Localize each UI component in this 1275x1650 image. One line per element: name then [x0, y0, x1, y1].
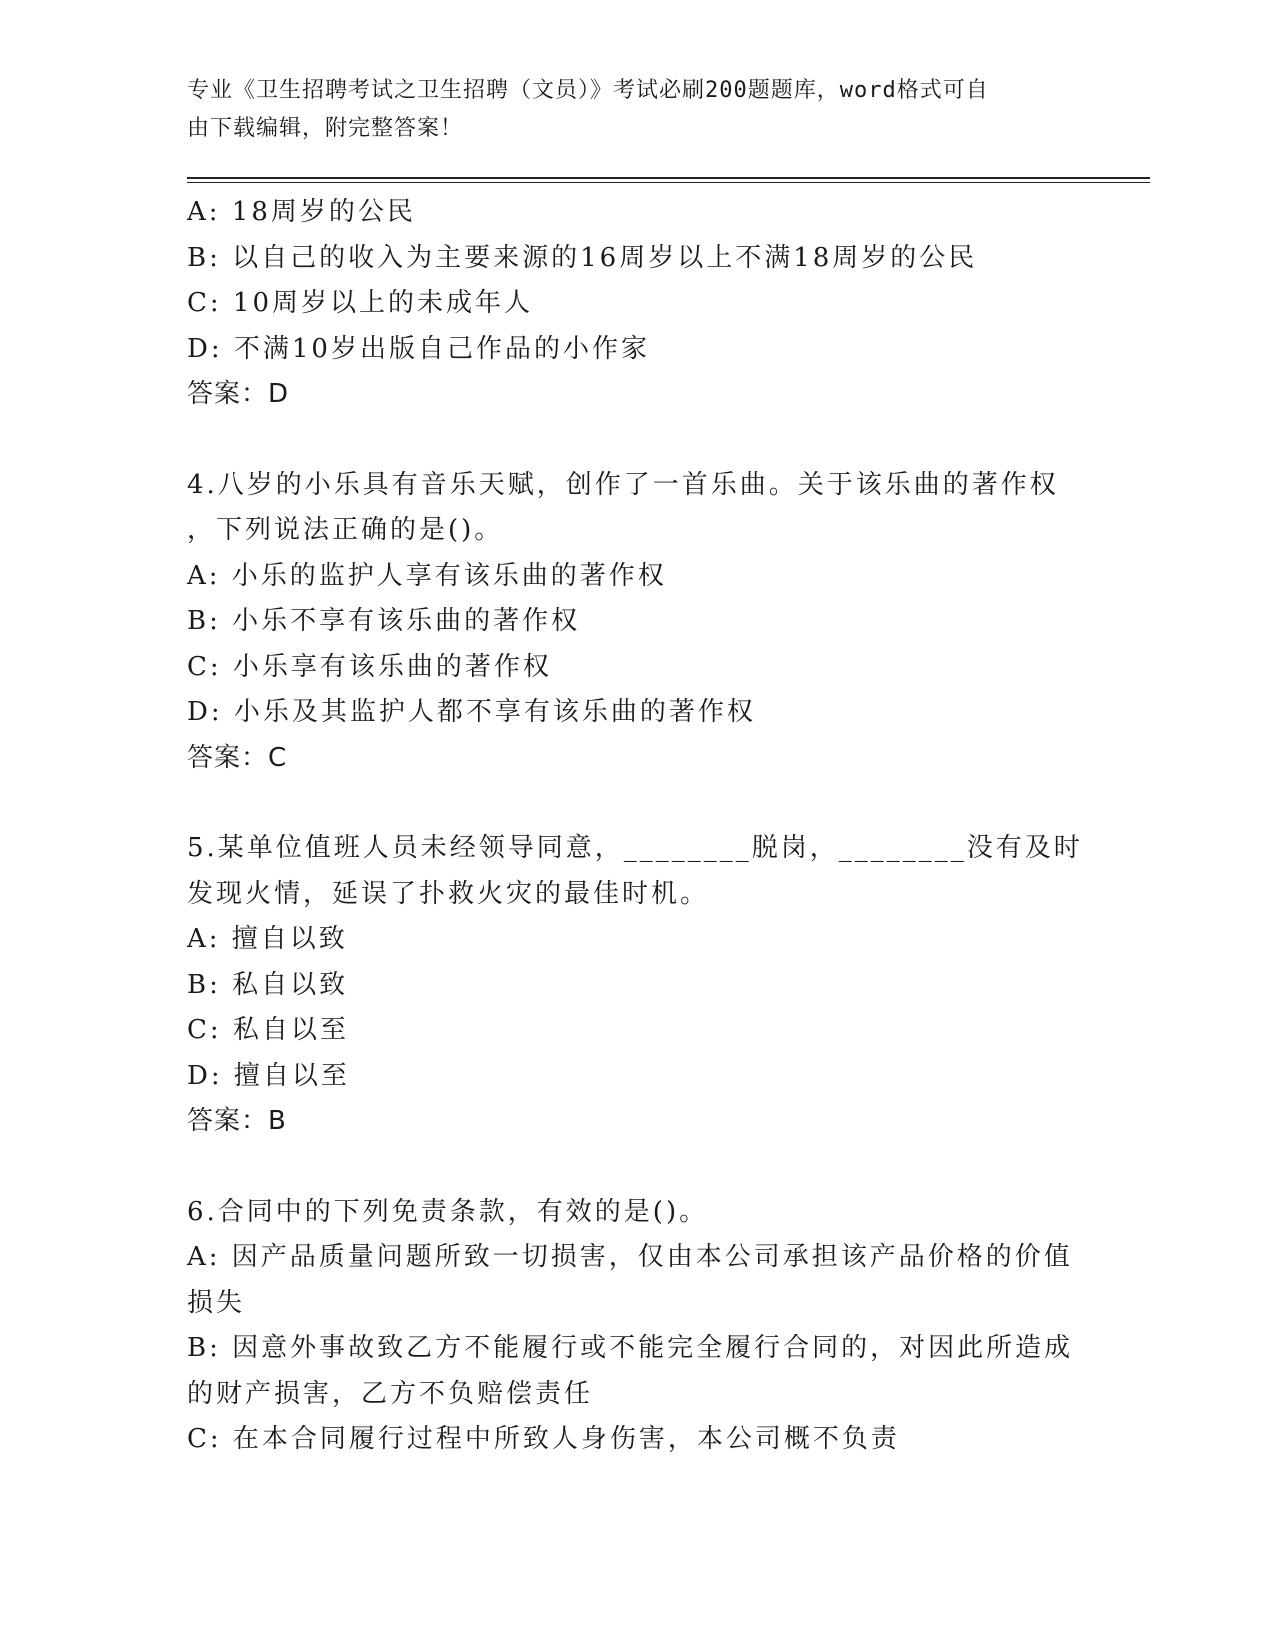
q6-option-b-line-2: 的财产损害，乙方不负赔偿责任: [187, 1378, 594, 1409]
q5-option-d: D: 擅自以至: [187, 1060, 350, 1091]
q6-option-a-line-1: A: 因产品质量问题所致一切损害，仅由本公司承担该产品价格的价值: [187, 1242, 1073, 1272]
header-rule-thin: [187, 182, 1150, 183]
q3-option-d: D: 不满10岁出版自己作品的小作家: [187, 333, 650, 364]
q6-option-c: C: 在本合同履行过程中所致人身伤害，本公司概不负责: [187, 1424, 900, 1454]
question-4-block: [187, 463, 1087, 782]
q4-option-b: B: 小乐不享有该乐曲的著作权: [187, 606, 581, 636]
q4-stem-line-2: ，下列说法正确的是()。: [187, 515, 504, 545]
spacer: [187, 418, 1087, 463]
q4-option-c: C: 小乐享有该乐曲的著作权: [187, 651, 552, 682]
q6-option-a-line-2: 损失: [187, 1287, 246, 1318]
q4-option-a: A: 小乐的监护人享有该乐曲的著作权: [187, 560, 667, 591]
spacer: [187, 781, 1087, 826]
q3-option-c: C: 10周岁以上的未成年人: [187, 288, 534, 318]
question-6-block: [187, 1190, 1087, 1463]
q3-answer: 答案：D: [187, 379, 290, 409]
question-3-block: [187, 190, 1087, 418]
q5-stem-line-2: 发现火情，延误了扑救火灾的最佳时机。: [187, 878, 710, 909]
header-line-1: 专业《卫生招聘考试之卫生招聘（文员）》考试必刷200题题库，word格式可自: [187, 78, 989, 103]
q3-option-b: B: 以自己的收入为主要来源的16周岁以上不满18周岁的公民: [187, 242, 978, 273]
q4-option-d: D: 小乐及其监护人都不享有该乐曲的著作权: [187, 697, 756, 727]
q6-stem: 6.合同中的下列免责条款，有效的是()。: [187, 1196, 709, 1227]
q5-option-b: B: 私自以致: [187, 969, 349, 1000]
q4-stem-line-1: 4.八岁的小乐具有音乐天赋，创作了一首乐曲。关于该乐曲的著作权: [187, 469, 1059, 500]
header-line-2: 由下载编辑，附完整答案！: [187, 116, 464, 141]
header-rule-thick: [187, 177, 1150, 179]
q6-option-b-line-1: B: 因意外事故致乙方不能履行或不能完全履行合同的，对因此所造成: [187, 1333, 1074, 1363]
q5-option-a: A: 擅自以致: [187, 924, 348, 954]
document-header: [187, 72, 1067, 148]
question-5-block: [187, 826, 1087, 1145]
q5-option-c: C: 私自以至: [187, 1015, 349, 1045]
q5-answer: 答案：B: [187, 1106, 287, 1136]
q5-stem-line-1: 5.某单位值班人员未经领导同意，________脱岗，________没有及时: [187, 833, 1083, 863]
q3-option-a: A: 18周岁的公民: [187, 197, 416, 227]
question-content: [187, 190, 1087, 1463]
q4-answer: 答案：C: [187, 742, 288, 773]
spacer: [187, 1145, 1087, 1190]
